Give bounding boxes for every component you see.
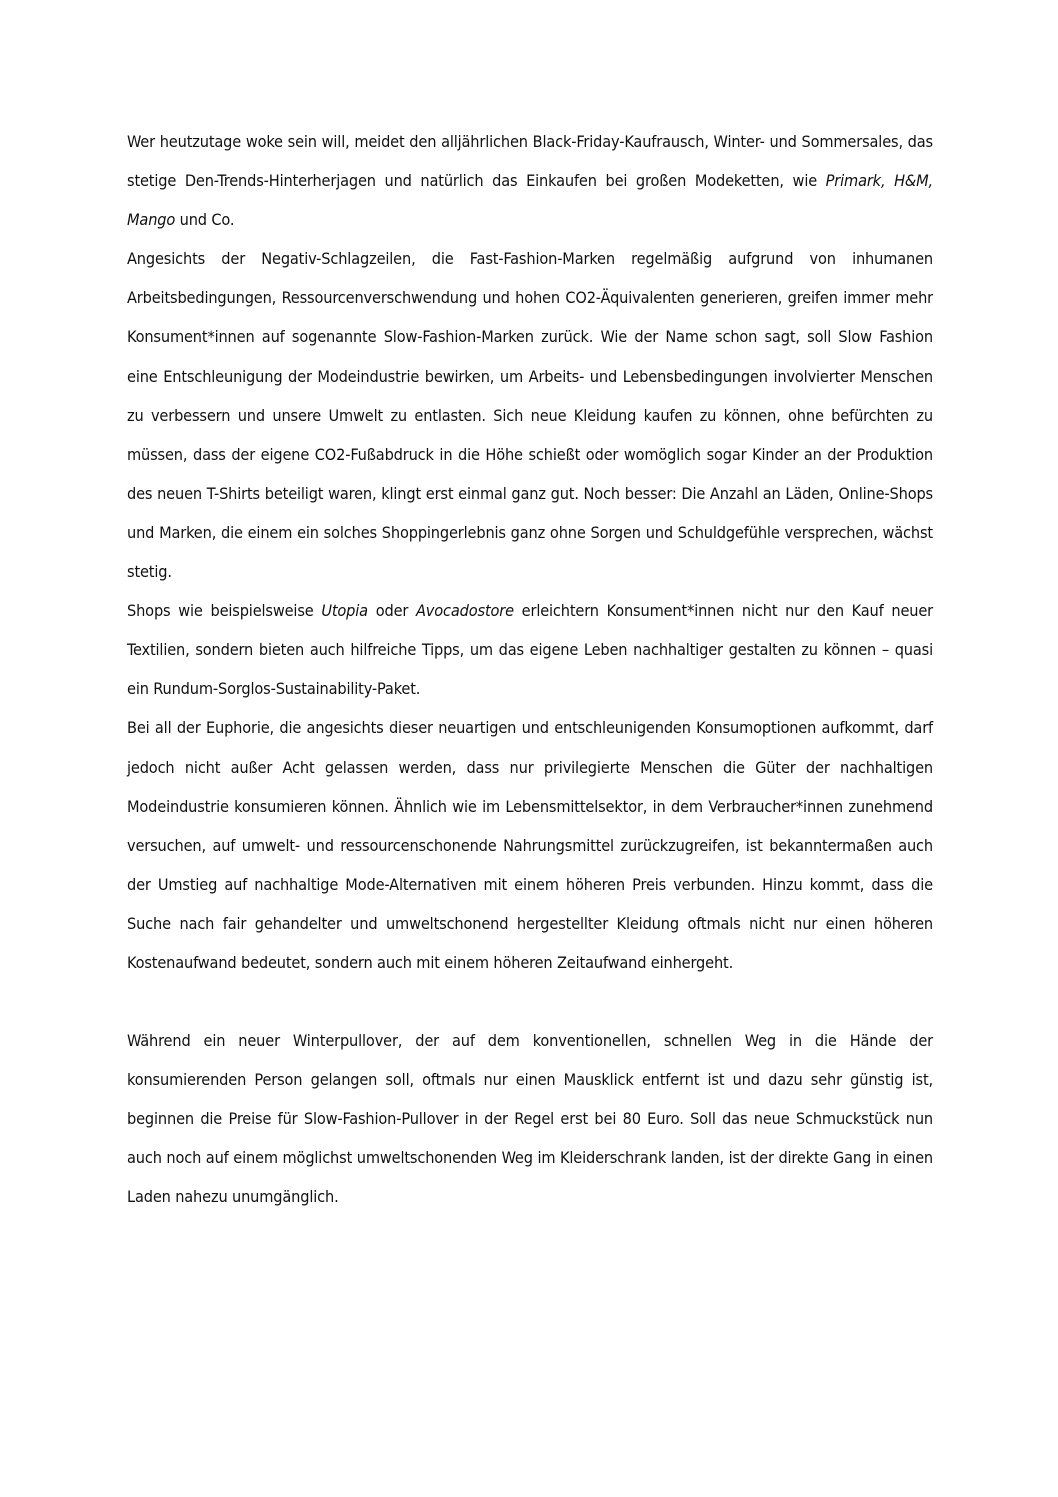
text-run: Bei all der Euphorie, die angesichts dieser neuartigen und entschleunigenden Konsumoptionen aufkommt, darf jedoch nicht außer Acht gelassen werden, dass nur privilegierte Menschen die Güter der nachhaltigen Modeindustrie konsumieren können. Ähnlich wie im Lebensmittelsektor, in dem Verbraucher*innen zunehmend versuchen, auf umwelt- und ressourcenschonende Nahrungsmittel zurückzugreifen, ist bekanntermaßen auch der Umstieg auf nachhaltige Mode-Alternativen mit einem höheren Preis verbunden. Hinzu kommt, dass die Suche nach fair gehandelter und umweltschonend hergestellter Kleidung oftmals nicht nur einen höheren Kostenaufwand bedeutet, sondern auch mit einem höheren Zeitaufwand einhergeht. (127, 718, 933, 972)
paragraph-1 (127, 122, 933, 239)
brand-names: Primark, H&M, Mango (127, 171, 933, 230)
text-run: und Co. (175, 210, 235, 230)
text-run: Während ein neuer Winterpullover, der auf dem konventionellen, schnellen Weg in die Hände der konsumierenden Person gelangen soll, oftmals nur einen Mausklick entfernt ist und dazu sehr günstig ist, beginnen die Preise für Slow-Fashion-Pullover in der Regel erst bei 80 Euro. Soll das neue Schmuckstück nun auch noch auf einem möglichst umweltschonenden Weg im Kleiderschrank landen, ist der direkte Gang in einen Laden nahezu unumgänglich. (127, 1031, 933, 1207)
shop-name-utopia: Utopia (321, 601, 368, 621)
text-run: Wer heutzutage woke sein will, meidet den alljährlichen Black-Friday-Kaufrausch, Winter- und Sommersales, das stetige Den-Trends-Hinterherjagen und natürlich das Einkaufen bei großen Modeketten, wie (127, 132, 933, 191)
shop-name-avocadostore: Avocadostore (415, 601, 514, 621)
paragraph-5 (127, 1021, 933, 1216)
paragraph-2 (127, 239, 933, 591)
text-run: Angesichts der Negativ-Schlagzeilen, die Fast-Fashion-Marken regelmäßig aufgrund von inhumanen Arbeitsbedingungen, Ressourcenverschwendung und hohen CO2-Äquivalenten generieren, greifen immer mehr Konsument*innen auf sogenannte Slow-Fashion-Marken zurück. Wie der Name schon sagt, soll Slow Fashion eine Entschleunigung der Modeindustrie bewirken, um Arbeits- und Lebensbedingungen involvierter Menschen zu verbessern und unsere Umwelt zu entlasten. Sich neue Kleidung kaufen zu können, ohne befürchten zu müssen, dass der eigene CO2-Fußabdruck in die Höhe schießt oder womöglich sogar Kinder an der Produktion des neuen T-Shirts beteiligt waren, klingt erst einmal ganz gut. Noch besser: Die Anzahl an Läden, Online-Shops und Marken, die einem ein solches Shoppingerlebnis ganz ohne Sorgen und Schuldgefühle versprechen, wächst stetig. (127, 249, 933, 582)
text-run: Shops wie beispielsweise (127, 601, 322, 621)
text-run: erleichtern Konsument*innen nicht nur den Kauf neuer Textilien, sondern bieten auch hilfreiche Tipps, um das eigene Leben nachhaltiger gestalten zu können – quasi ein Rundum-Sorglos-Sustainability-Paket. (127, 601, 933, 699)
body-text (127, 122, 933, 1217)
paragraph-4 (127, 708, 933, 982)
paragraph-3 (127, 591, 933, 708)
text-run: oder (367, 601, 416, 621)
paragraph-spacer (127, 982, 933, 1021)
